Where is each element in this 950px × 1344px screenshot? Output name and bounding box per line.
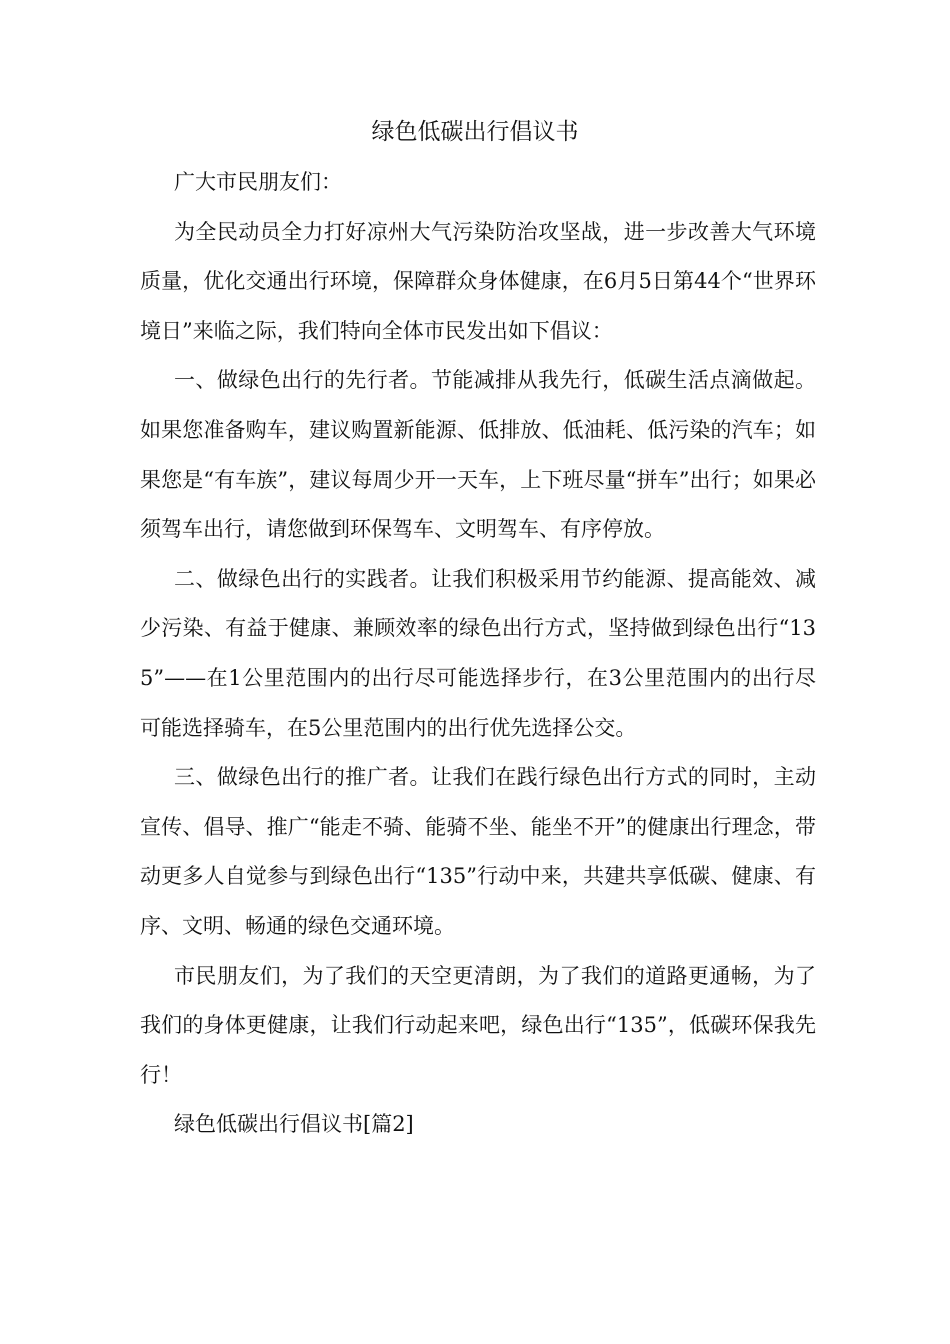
paragraph-point-2: 二、做绿色出行的实践者。让我们积极采用节约能源、提高能效、减少污染、有益于健康、兼顾效率的绿色出行方式，坚持做到绿色出行“135”——在1公里范围内的出行尽可能选择步行，在3公里范围内的出行尽可能选择骑车，在5公里范围内的出行优先选择公交。 (140, 566, 816, 740)
paragraph-closing: 市民朋友们，为了我们的天空更清朗，为了我们的道路更通畅，为了我们的身体更健康，让我们行动起来吧，绿色出行“135”，低碳环保我先行！ (140, 963, 816, 1087)
document-title: 绿色低碳出行倡议书 (371, 119, 579, 145)
paragraph-point-1: 一、做绿色出行的先行者。节能减排从我先行，低碳生活点滴做起。如果您准备购车，建议购置新能源、低排放、低油耗、低污染的汽车；如果您是“有车族”，建议每周少开一天车，上下班尽量“拼车”出行；如果必须驾车出行，请您做到环保驾车、文明驾车、有序停放。 (140, 368, 816, 542)
next-section-heading: 绿色低碳出行倡议书[篇2] (174, 1112, 414, 1137)
paragraph-point-3: 三、做绿色出行的推广者。让我们在践行绿色出行方式的同时，主动宣传、倡导、推广“能走不骑、能骑不坐、能坐不开”的健康出行理念，带动更多人自觉参与到绿色出行“135”行动中来，共建共享低碳、健康、有序、文明、畅通的绿色交通环境。 (140, 765, 816, 938)
greeting: 广大市民朋友们： (174, 170, 342, 194)
document-body (140, 158, 816, 1150)
paragraph-intro: 为全民动员全力打好凉州大气污染防治攻坚战，进一步改善大气环境质量，优化交通出行环境，保障群众身体健康，在6月5日第44个“世界环境日”来临之际，我们特向全体市民发出如下倡议： (140, 219, 816, 343)
